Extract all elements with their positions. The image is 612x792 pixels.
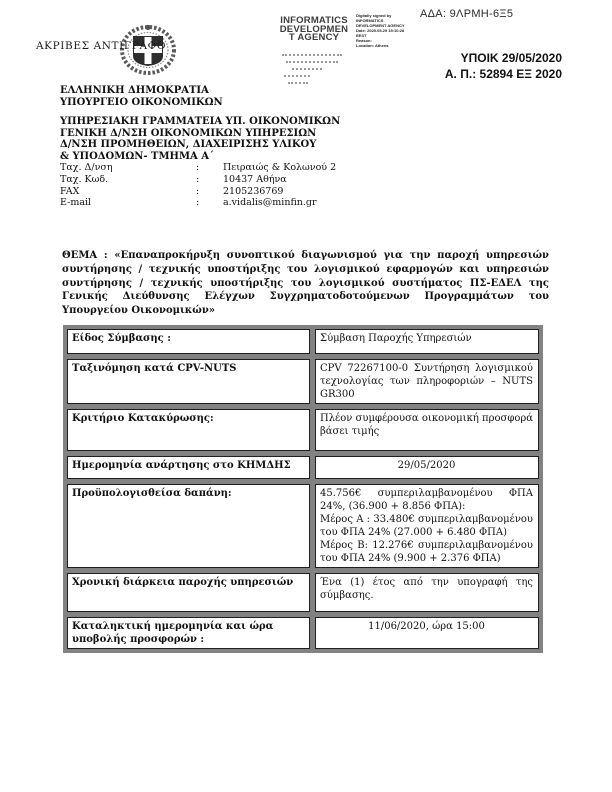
table-row-deadline (67, 617, 539, 649)
table-row-cpv-nuts (67, 359, 539, 404)
ministry-date: ΥΠΟΙΚ 29/05/2020 (460, 51, 562, 65)
row-value (315, 456, 539, 479)
row-value (315, 409, 539, 451)
protocol-reference (445, 50, 562, 82)
org-line: ΕΛΛΗΝΙΚΗ ΔΗΜΟΚΡΑΤΙΑ (60, 85, 209, 96)
table-row-contract-type (67, 329, 539, 354)
contact-row (60, 162, 336, 174)
contact-label: Ταχ. Δ/νση (60, 162, 113, 173)
contact-separator: : (196, 197, 200, 209)
contact-row (60, 197, 336, 209)
row-label: Είδος Σύμβασης : (67, 329, 310, 354)
signature-detail-line: Reason: (356, 38, 372, 43)
table-row-duration (67, 573, 539, 612)
row-value-line: Μέρος Β: 12.276€ συμπεριλαμβανομένου του ΦΠΑ 24% (9.900 + 2.376 ΦΠΑ) (320, 540, 533, 564)
contact-row (60, 186, 336, 198)
row-value-line: CPV 72267100-0 Συντήρηση λογισμικού τεχνολογίας των πληροφοριών – NUTS GR300 (320, 363, 533, 400)
signature-agency-line: INFORMATICS (280, 15, 348, 26)
ada-code: ΑΔΑ: 9ΛΡΜΗ-6Ξ5 (420, 8, 514, 20)
org-line: ΥΠΗΡΕΣΙΑΚΗ ΓΡΑΜΜΑΤΕΙΑ ΥΠ. ΟΙΚΟΝΟΜΙΚΩΝ (60, 116, 341, 127)
certified-copy-stamp: ΑΚΡΙΒΕΣ ΑΝΤΙΓΡΑΦΟ (36, 40, 167, 52)
contact-label: FAX (60, 185, 80, 197)
row-label: Ημερομηνία ανάρτησης στο ΚΗΜΔΗΣ (67, 456, 310, 479)
table-row-kimdis-date (67, 456, 539, 479)
row-value (315, 573, 539, 612)
row-value-line: Σύμβαση Παροχής Υπηρεσιών (320, 333, 472, 344)
contact-label: E-mail (60, 197, 92, 209)
tender-info-table (63, 325, 543, 653)
row-value-line: 29/05/2020 (397, 460, 456, 471)
signature-agency-name (268, 17, 360, 43)
row-value-line: 11/06/2020, ώρα 15:00 (368, 621, 485, 632)
contact-block (60, 162, 336, 209)
org-primary-lines (60, 85, 223, 109)
signature-detail-line: Date: 2020.05.29 15:10:28 (356, 28, 405, 33)
contact-row (60, 174, 336, 186)
contact-separator: : (196, 173, 200, 185)
signature-agency-line: DEVELOPMEN (279, 23, 349, 35)
org-line: Δ/ΝΣΗ ΠΡΟΜΗΘΕΙΩΝ, ΔΙΑΧΕΙΡΙΣΗΣ ΥΛΙΚΟΥ (60, 139, 317, 150)
stamp-artifact-marks (282, 54, 348, 89)
row-value-line: Ένα (1) έτος από την υπογραφή της σύμβασης. (320, 577, 533, 601)
contact-separator: : (196, 185, 200, 197)
greek-emblem-icon (118, 25, 178, 81)
row-label: Καταληκτική ημερομηνία και ώρα υποβολής προσφορών : (67, 617, 310, 649)
table-row-budget (67, 484, 539, 568)
contact-value: 2105236769 (223, 185, 284, 197)
protocol-number: Α. Π.: 52894 ΕΞ 2020 (444, 67, 562, 81)
contact-value: 10437 Αθήνα (223, 173, 287, 185)
signature-detail-line: INFORMATICS (356, 18, 384, 23)
row-label: Ταξινόμηση κατά CPV-NUTS (67, 359, 310, 404)
signature-detail-line: Digitally signed by (356, 13, 392, 18)
row-value-line: Πλέον συμφέρουσα οικονομική προσφορά βάσει τιμής (320, 413, 533, 437)
contact-label: Ταχ. Κωδ. (60, 173, 109, 185)
contact-value: Πειραιώς & Κολωνού 2 (223, 162, 337, 173)
signature-agency-line: T AGENCY (288, 32, 340, 43)
signature-details (356, 13, 422, 48)
org-line: ΥΠΟΥΡΓΕΙΟ ΟΙΚΟΝΟΜΙΚΩΝ (60, 97, 223, 108)
row-label: Χρονική διάρκεια παροχής υπηρεσιών (67, 573, 310, 612)
row-value-line: 45.756€ συμπεριλαμβανομένου ΦΠΑ 24%, (36.900 + 8.856 ΦΠΑ): (320, 488, 533, 512)
contact-value: a.vidalis@minfin.gr (223, 197, 317, 209)
org-line: & ΥΠΟΔΟΜΩΝ- ΤΜΗΜΑ Α΄ (60, 150, 215, 162)
contact-separator: : (196, 162, 200, 173)
signature-detail-line: Location: Athens (356, 43, 389, 48)
subject-paragraph: ΘΕΜΑ : «Επαναπροκήρυξη συνοπτικού διαγωνισμού για την παροχή υπηρεσιών συντήρησης / τεχνικής υποστήριξης του λογισμικού εφαρμογών και υπηρεσιών συντήρησης / τεχνικής υποστήριξης του λογισμικού συστήματος ΠΣ-ΕΔΕΛ της Γενικής Διεύθυνσης Ελέγχων Συγχρηματοδοτούμενων Προγραμμάτων του Υπουργείου Οικονομικών» (62, 250, 549, 317)
row-value (315, 329, 539, 354)
signature-detail-line: DEVELOPMENT AGENCY (356, 23, 405, 28)
row-label: Προϋπολογισθείσα δαπάνη: (67, 484, 310, 568)
row-value (315, 359, 539, 404)
signature-detail-line: EEST (356, 33, 367, 38)
org-secondary-lines (60, 116, 340, 162)
row-label: Κριτήριο Κατακύρωσης: (67, 409, 310, 451)
table-row-award-criterion (67, 409, 539, 451)
org-line: ΓΕΝΙΚΗ Δ/ΝΣΗ ΟΙΚΟΝΟΜΙΚΩΝ ΥΠΗΡΕΣΙΩΝ (60, 127, 317, 139)
row-value-line: Μέρος Α : 33.480€ συμπεριλαμβανομένου του ΦΠΑ 24% (27.000 + 6.480 ΦΠΑ) (320, 514, 533, 538)
row-value (315, 617, 539, 649)
row-value (315, 484, 539, 568)
